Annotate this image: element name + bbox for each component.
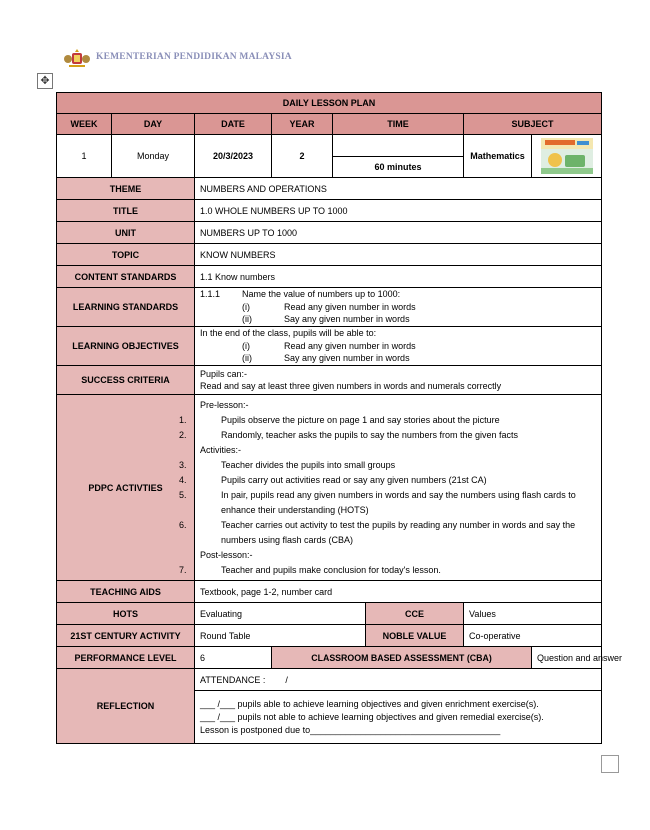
table-move-handle-icon[interactable]: ✥	[37, 73, 53, 89]
day-value: Monday	[112, 135, 195, 178]
time-value: 60 minutes	[333, 157, 464, 178]
activity-step	[179, 518, 596, 548]
sc-text: Read and say at least three given numbers in words and numerals correctly	[200, 381, 502, 391]
activity-step	[179, 563, 596, 578]
reflection-line-1: ___ /___ pupils able to achieve learning objectives and given enrichment exercise(s).	[200, 698, 539, 709]
topic-label: TOPIC	[57, 244, 195, 266]
step-number: 2.	[179, 429, 187, 440]
topic-value: KNOW NUMBERS	[195, 244, 602, 266]
lo-i-text: Read any given number in words	[284, 340, 416, 351]
success-criteria-value	[195, 366, 602, 395]
ls-i-text: Read any given number in words	[284, 301, 416, 312]
ls-text: Name the value of numbers up to 1000:	[242, 289, 401, 300]
activity-step	[179, 473, 596, 488]
subject-header: SUBJECT	[464, 114, 602, 135]
lesson-plan-title: DAILY LESSON PLAN	[57, 93, 602, 114]
step-number: 3.	[179, 459, 187, 470]
ls-code: 1.1.1	[200, 289, 221, 300]
date-header: DATE	[195, 114, 272, 135]
pre-lesson-heading: Pre-lesson:-	[200, 399, 249, 410]
content-standards-value: 1.1 Know numbers	[195, 266, 602, 288]
title-label: TITLE	[57, 200, 195, 222]
cce-label: CCE	[366, 603, 464, 625]
reflection-line-3: Lesson is postponed due to______________________________________	[200, 724, 501, 735]
reflection-label: REFLECTION	[57, 669, 195, 744]
content-standards-label: CONTENT STANDARDS	[57, 266, 195, 288]
activity-step	[179, 458, 596, 473]
teaching-aids-value: Textbook, page 1-2, number card	[195, 581, 602, 603]
hots-label: HOTS	[57, 603, 195, 625]
activity-step	[179, 413, 596, 428]
performance-level-value: 6	[195, 647, 272, 669]
learning-standards-label: LEARNING STANDARDS	[57, 288, 195, 327]
lo-intro: In the end of the class, pupils will be able to:	[200, 328, 377, 339]
lo-i-mark: (i)	[242, 340, 250, 351]
step-text: Teacher and pupils make conclusion for today's lesson.	[221, 564, 441, 575]
table-resize-handle[interactable]	[601, 755, 619, 773]
activity-step	[179, 428, 596, 443]
century-activity-value: Round Table	[195, 625, 366, 647]
learning-objectives-value	[195, 327, 602, 366]
step-number: 7.	[179, 564, 187, 575]
subject-value: Mathematics	[464, 135, 532, 178]
reflection-line-2: ___ /___ pupils not able to achieve learning objectives and given remedial exercise(s).	[200, 711, 544, 722]
step-number: 5.	[179, 489, 187, 500]
step-number: 6.	[179, 519, 187, 530]
noble-value-label: NOBLE VALUE	[366, 625, 464, 647]
lesson-plan-table	[56, 92, 623, 744]
lo-ii-mark: (ii)	[242, 353, 252, 364]
step-number: 4.	[179, 474, 187, 485]
success-criteria-label: SUCCESS CRITERIA	[57, 366, 195, 395]
learning-objectives-label: LEARNING OBJECTIVES	[57, 327, 195, 366]
activity-step	[179, 488, 596, 518]
date-value: 20/3/2023	[195, 135, 272, 178]
cba-label: CLASSROOM BASED ASSESSMENT (CBA)	[272, 647, 532, 669]
post-lesson-heading: Post-lesson:-	[200, 549, 253, 560]
ls-i-mark: (i)	[242, 301, 250, 312]
hots-value: Evaluating	[195, 603, 366, 625]
book-cover-cell	[532, 135, 602, 178]
pdpc-activities	[179, 395, 602, 581]
title-value: 1.0 WHOLE NUMBERS UP TO 1000	[195, 200, 602, 222]
learning-standards-value	[195, 288, 602, 327]
pdpc-label: PDPC ACTIVTIES	[57, 395, 195, 581]
step-number: 1.	[179, 414, 187, 425]
week-header: WEEK	[57, 114, 112, 135]
coat-of-arms-icon	[64, 48, 90, 68]
sc-intro: Pupils can:-	[200, 368, 248, 379]
ls-ii-mark: (ii)	[242, 314, 252, 325]
book-cover-icon	[541, 138, 593, 174]
ministry-name: KEMENTERIAN PENDIDIKAN MALAYSIA	[96, 52, 292, 62]
ls-ii-text: Say any given number in words	[284, 314, 410, 325]
unit-label: UNIT	[57, 222, 195, 244]
unit-value: NUMBERS UP TO 1000	[195, 222, 602, 244]
cce-value: Values	[464, 603, 602, 625]
step-text: Pupils carry out activities read or say any given numbers (21st CA)	[221, 474, 487, 485]
year-value: 2	[272, 135, 333, 178]
cba-value: Question and answer	[532, 647, 602, 669]
week-value: 1	[57, 135, 112, 178]
noble-value-value: Co-operative	[464, 625, 602, 647]
day-header: DAY	[112, 114, 195, 135]
reflection-text	[195, 691, 602, 744]
activities-heading: Activities:-	[200, 444, 242, 455]
step-text: Pupils observe the picture on page 1 and say stories about the picture	[221, 414, 500, 425]
time-empty-cell	[333, 135, 464, 157]
theme-label: THEME	[57, 178, 195, 200]
performance-level-label: PERFORMANCE LEVEL	[57, 647, 195, 669]
theme-value: NUMBERS AND OPERATIONS	[195, 178, 602, 200]
step-text: Teacher divides the pupils into small groups	[221, 459, 396, 470]
teaching-aids-label: TEACHING AIDS	[57, 581, 195, 603]
step-text: In pair, pupils read any given numbers in words and say the numbers using flash cards to enhance their understanding (HOTS)	[221, 489, 576, 515]
step-text: Teacher carries out activity to test the pupils by reading any number in words and say the numbers using flash cards (CBA)	[221, 519, 576, 545]
step-text: Randomly, teacher asks the pupils to say the numbers from the given facts	[221, 429, 518, 440]
lo-ii-text: Say any given number in words	[284, 353, 410, 364]
year-header: YEAR	[272, 114, 333, 135]
attendance-line: ATTENDANCE : /	[195, 669, 602, 691]
century-activity-label: 21ST CENTURY ACTIVITY	[57, 625, 195, 647]
time-header: TIME	[333, 114, 464, 135]
